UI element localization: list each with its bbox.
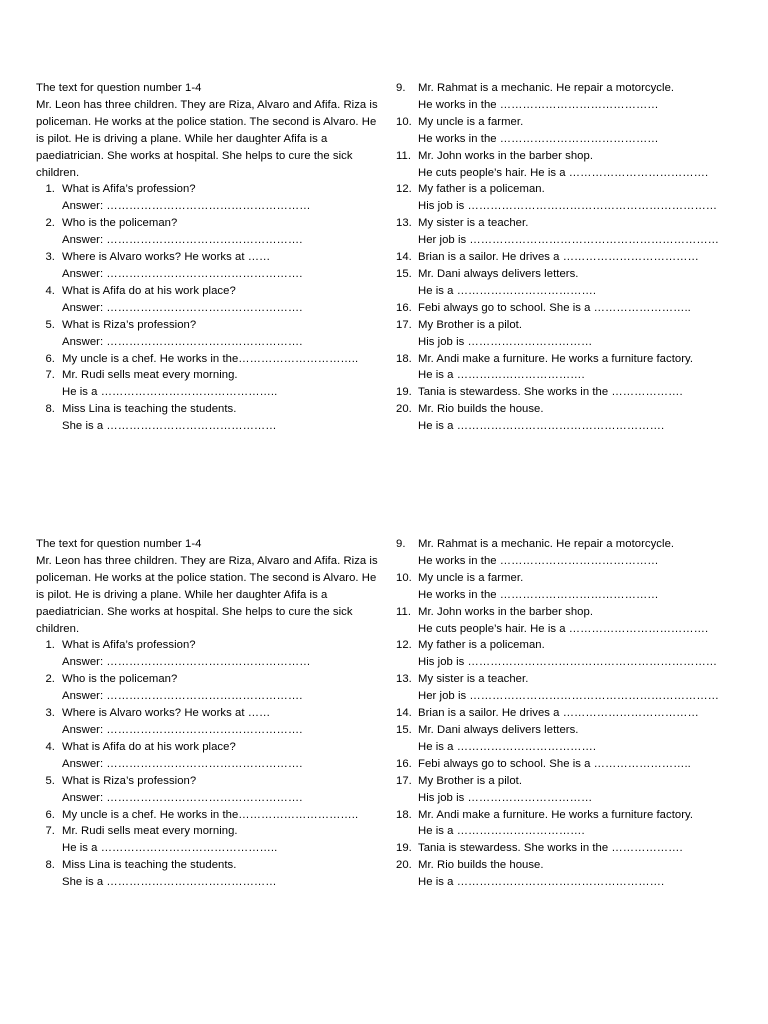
question-text: My sister is a teacher. <box>418 217 529 230</box>
question-text: Mr. John works in the barber shop. <box>418 605 594 618</box>
question-item <box>396 351 736 385</box>
question-text: Mr. Rio builds the house. <box>418 859 544 872</box>
question-number: 20. <box>396 403 412 416</box>
question-item <box>36 823 382 857</box>
question-text: What is Afifa do at his work place? <box>62 284 236 297</box>
question-text: My Brother is a pilot. <box>418 774 523 787</box>
question-item <box>396 671 736 705</box>
question-number: 11. <box>396 605 412 618</box>
question-text: Miss Lina is teaching the students. <box>62 859 237 872</box>
question-item <box>36 671 382 705</box>
question-item <box>36 181 382 215</box>
question-number: 3. <box>45 707 55 720</box>
question-item <box>396 80 736 114</box>
question-number: 2. <box>45 217 55 230</box>
question-number: 10. <box>396 571 412 584</box>
question-number: 14. <box>396 251 412 264</box>
left-column <box>36 536 382 891</box>
right-column <box>396 536 736 891</box>
question-item <box>36 351 382 368</box>
right-column <box>396 80 736 435</box>
question-item <box>36 401 382 435</box>
question-item <box>36 857 382 891</box>
question-number: 11. <box>396 149 412 162</box>
question-number: 7. <box>45 825 55 838</box>
question-item <box>396 114 736 148</box>
answer-line: He works in the …………………………………… <box>418 588 659 601</box>
answer-line: He works in the …………………………………… <box>418 554 659 567</box>
question-number: 9. <box>396 538 406 550</box>
question-text: My Brother is a pilot. <box>418 318 523 331</box>
question-text: My father is a policeman. <box>418 639 545 652</box>
question-item <box>396 637 736 671</box>
question-number: 2. <box>45 673 55 686</box>
question-item <box>36 215 382 249</box>
answer-line: He is a ………………………………. <box>418 284 597 297</box>
question-text: Mr. Rahmat is a mechanic. He repair a motorcycle. <box>418 82 675 94</box>
question-item <box>396 148 736 182</box>
answer-line: His job is …………………………… <box>418 335 593 348</box>
question-text: Mr. Rudi sells meat every morning. <box>62 369 238 382</box>
answer-line: He is a ………………………………. <box>418 740 597 753</box>
question-number: 17. <box>396 774 412 787</box>
answer-line: He is a ………………………………………………. <box>418 420 665 433</box>
question-text: Mr. Andi make a furniture. He works a furniture factory. <box>418 808 694 821</box>
question-text: What is Riza’s profession? <box>62 318 197 331</box>
question-item <box>396 249 736 266</box>
question-item <box>396 857 736 891</box>
answer-line: He is a ……………………………………….. <box>62 842 278 855</box>
answer-line: Answer: ……………………………………………. <box>62 335 303 348</box>
answer-line: He cuts people’s hair. He is a ………………………………. <box>418 166 709 179</box>
question-number: 13. <box>396 217 412 230</box>
question-number: 12. <box>396 639 412 652</box>
question-item <box>396 266 736 300</box>
question-item <box>396 604 736 638</box>
question-text: Brian is a sailor. He drives a ……………………………… <box>418 707 699 720</box>
question-number: 16. <box>396 757 412 770</box>
question-text: My uncle is a chef. He works in the………………………….. <box>62 808 359 821</box>
reading-title: The text for question number 1-4 <box>36 82 202 94</box>
question-number: 19. <box>396 386 412 399</box>
question-item <box>36 283 382 317</box>
answer-line: Answer: ……………………………………………. <box>62 690 303 703</box>
answer-line: He is a ………………………………………………. <box>418 876 665 889</box>
answer-line: Answer: ……………………………………………. <box>62 757 303 770</box>
answer-line: Answer: ……………………………………………. <box>62 301 303 314</box>
question-item <box>396 570 736 604</box>
answer-line: He works in the …………………………………… <box>418 98 659 111</box>
question-number: 4. <box>45 740 55 753</box>
question-item <box>36 367 382 401</box>
question-item <box>36 705 382 739</box>
question-item <box>396 215 736 249</box>
question-item <box>36 739 382 773</box>
question-number: 1. <box>45 639 55 652</box>
question-number: 4. <box>45 284 55 297</box>
reading-title: The text for question number 1-4 <box>36 538 202 550</box>
question-text: Tania is stewardess. She works in the ………………. <box>418 386 683 399</box>
question-number: 15. <box>396 723 412 736</box>
question-text: Mr. John works in the barber shop. <box>418 149 594 162</box>
question-item <box>36 807 382 824</box>
question-text: My uncle is a farmer. <box>418 571 524 584</box>
question-number: 6. <box>45 352 55 365</box>
question-number: 8. <box>45 403 55 416</box>
answer-line: His job is ………………………………………………………… <box>418 656 718 669</box>
answer-line: He is a ……………………………. <box>418 825 585 838</box>
question-number: 5. <box>45 318 55 331</box>
question-item <box>396 722 736 756</box>
question-text: Where is Alvaro works? He works at …… <box>62 251 271 264</box>
question-number: 18. <box>396 352 412 365</box>
answer-line: He works in the …………………………………… <box>418 132 659 145</box>
question-item <box>36 637 382 671</box>
question-item <box>36 773 382 807</box>
question-text: Mr. Rudi sells meat every morning. <box>62 825 238 838</box>
question-text: What is Riza’s profession? <box>62 774 197 787</box>
answer-line: Answer: ……………………………………………… <box>62 656 311 669</box>
left-question-list <box>36 637 382 891</box>
question-text: What is Afifa do at his work place? <box>62 740 236 753</box>
question-number: 5. <box>45 774 55 787</box>
question-number: 9. <box>396 82 406 94</box>
question-item <box>396 756 736 773</box>
question-number: 16. <box>396 301 412 314</box>
question-number: 20. <box>396 859 412 872</box>
answer-line: Answer: ……………………………………………… <box>62 200 311 213</box>
question-number: 6. <box>45 808 55 821</box>
question-text: My sister is a teacher. <box>418 673 529 686</box>
question-text: Mr. Andi make a furniture. He works a furniture factory. <box>418 352 694 365</box>
question-item <box>396 401 736 435</box>
question-number: 13. <box>396 673 412 686</box>
answer-line: He is a ……………………………. <box>418 369 585 382</box>
question-text: Who is the policeman? <box>62 673 178 686</box>
answer-line: His job is ………………………………………………………… <box>418 200 718 213</box>
question-text: Tania is stewardess. She works in the ………………. <box>418 842 683 855</box>
right-question-list <box>396 536 736 891</box>
question-text: Mr. Dani always delivers letters. <box>418 267 579 280</box>
answer-line: She is a ……………………………………… <box>62 420 277 433</box>
question-text: Mr. Dani always delivers letters. <box>418 723 579 736</box>
answer-line: Answer: ……………………………………………. <box>62 267 303 280</box>
answer-line: She is a ……………………………………… <box>62 876 277 889</box>
right-question-list <box>396 80 736 435</box>
question-item <box>396 384 736 401</box>
question-number: 3. <box>45 251 55 264</box>
question-item <box>36 249 382 283</box>
question-item <box>36 317 382 351</box>
question-number: 8. <box>45 859 55 872</box>
reading-passage: Mr. Leon has three children. They are Riza, Alvaro and Afifa. Riza is policeman. He works at the police station. The second is Alvaro. He is pilot. He is driving a plane. While her daughter Afifa is a paediatrician. She works at hospital. She helps to cure the sick children. <box>36 554 378 635</box>
left-column <box>36 80 382 435</box>
answer-line: Her job is ………………………………………………………… <box>418 234 720 247</box>
question-text: Miss Lina is teaching the students. <box>62 403 237 416</box>
question-text: What is Afifa’s profession? <box>62 183 196 196</box>
question-text: Who is the policeman? <box>62 217 178 230</box>
question-text: Febi always go to school. She is a …………………….. <box>418 301 691 314</box>
question-item <box>396 536 736 570</box>
question-number: 1. <box>45 183 55 196</box>
reading-passage: Mr. Leon has three children. They are Riza, Alvaro and Afifa. Riza is policeman. He works at the police station. The second is Alvaro. He is pilot. He is driving a plane. While her daughter Afifa is a paediatrician. She works at hospital. She helps to cure the sick children. <box>36 98 378 179</box>
question-text: Febi always go to school. She is a …………………….. <box>418 757 691 770</box>
question-item <box>396 807 736 841</box>
question-number: 7. <box>45 369 55 382</box>
question-number: 19. <box>396 842 412 855</box>
worksheet-copy-bottom <box>0 536 768 976</box>
question-number: 12. <box>396 183 412 196</box>
question-text: Brian is a sailor. He drives a ……………………………… <box>418 251 699 264</box>
question-text: My uncle is a chef. He works in the………………………….. <box>62 352 359 365</box>
answer-line: Her job is ………………………………………………………… <box>418 690 720 703</box>
question-item <box>396 300 736 317</box>
question-text: My father is a policeman. <box>418 183 545 196</box>
answer-line: His job is …………………………… <box>418 791 593 804</box>
question-number: 14. <box>396 707 412 720</box>
question-item <box>396 840 736 857</box>
answer-line: Answer: ……………………………………………. <box>62 791 303 804</box>
question-text: Where is Alvaro works? He works at …… <box>62 707 271 720</box>
question-item <box>396 773 736 807</box>
worksheet-copy-top <box>0 80 768 520</box>
question-item <box>396 181 736 215</box>
answer-line: Answer: ……………………………………………. <box>62 723 303 736</box>
question-number: 17. <box>396 318 412 331</box>
question-text: My uncle is a farmer. <box>418 115 524 128</box>
answer-line: He is a ……………………………………….. <box>62 386 278 399</box>
answer-line: He cuts people’s hair. He is a ………………………………. <box>418 622 709 635</box>
question-number: 10. <box>396 115 412 128</box>
question-number: 15. <box>396 267 412 280</box>
question-text: Mr. Rahmat is a mechanic. He repair a motorcycle. <box>418 538 675 550</box>
question-item <box>396 317 736 351</box>
answer-line: Answer: ……………………………………………. <box>62 234 303 247</box>
left-question-list <box>36 181 382 435</box>
question-text: Mr. Rio builds the house. <box>418 403 544 416</box>
question-text: What is Afifa’s profession? <box>62 639 196 652</box>
question-number: 18. <box>396 808 412 821</box>
question-item <box>396 705 736 722</box>
